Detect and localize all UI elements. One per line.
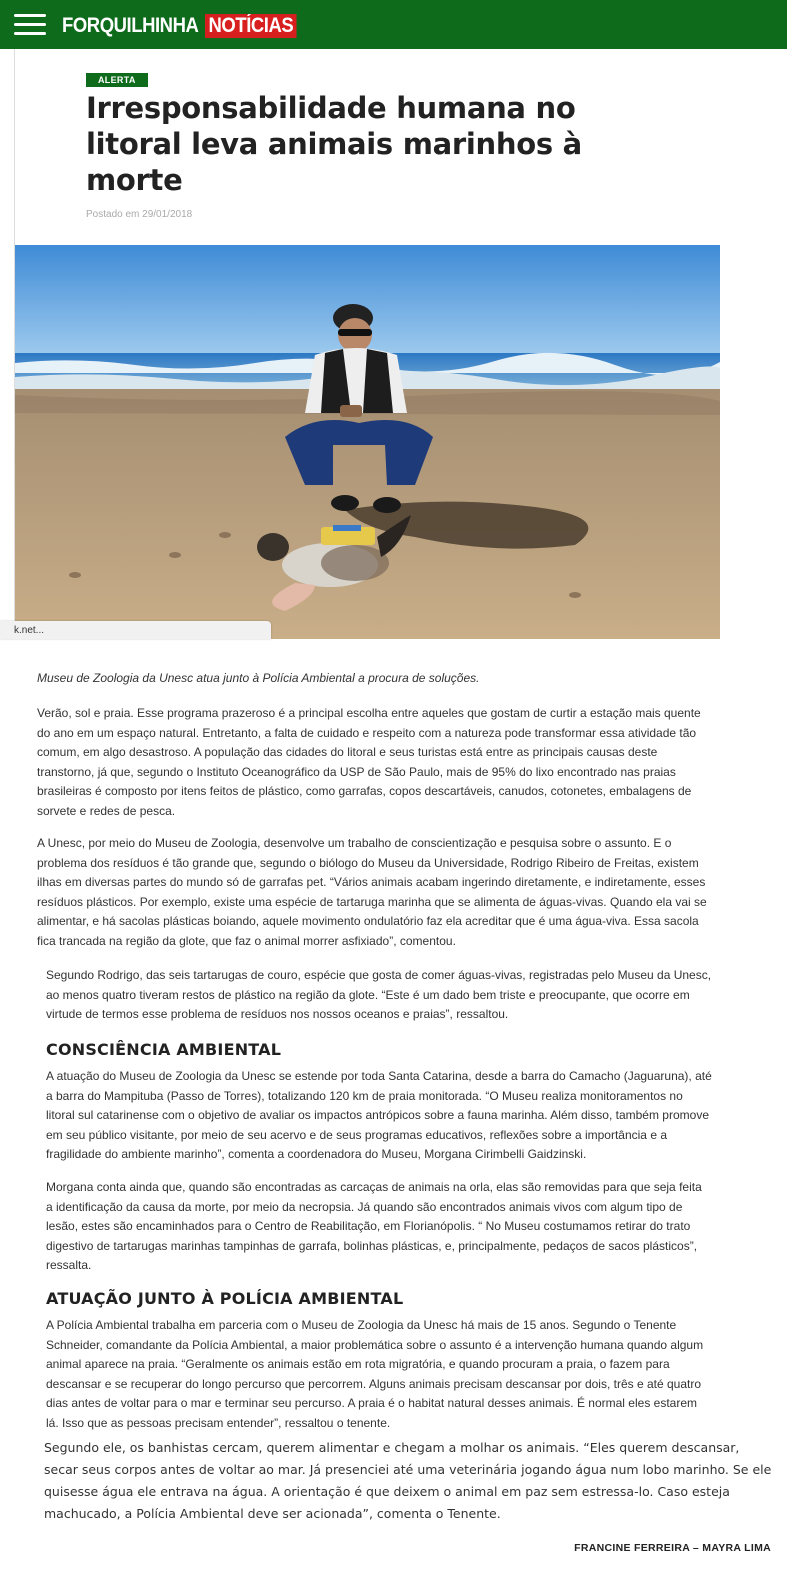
article-paragraph: Segundo ele, os banhistas cercam, querem alimentar e chegam a molhar os animais. “Eles querem descansar, secar seus corpos antes de voltar ao mar. Já presenciei até uma veterinária jogando água num lobo marinho. Se ele quisesse água ele entrava na água. A orientação é que deixem o animal em paz sem estressa-lo. Caso esteja machucado, a Polícia Ambiental deve ser acionada”, comenta o Tenente. [44, 1440, 772, 1521]
article-paragraph: Morgana conta ainda que, quando são encontradas as carcaças de animais na orla, elas são removidas para que seja feita a identificação da causa da morte, por meio da necropsia. Já quando são encontrados animais vivos com algum tipo de lesão, estes são encaminhados para o Centro de Reabilitação, em Florianópolis. “ No Museu costumamos retirar do trato digestivo de tartarugas marinhas tampinhas de garrafa, bolinhas plásticas, e, principalmente, pedaços de sacos plásticos”, ressalta. [46, 1180, 702, 1272]
article-paragraph: Verão, sol e praia. Esse programa prazeroso é a principal escolha entre aqueles que gostam de curtir a estação mais quente do ano em um espaço natural. Entretanto, a falta de cuidado e respeito com a natureza pode transformar essa atividade tão comum, em algo desastroso. A população das cidades do litoral e seus turistas está entre as principais causas deste transtorno, já que, segundo o Instituto Oceanográfico da USP de São Paulo, mais de 95% do lixo encontrado nas praias brasileiras é composto por itens feitos de plástico, como garrafas, copos descartáveis, canudos, cotonetes, embalagens de sorvete e redes de pesca. [37, 706, 701, 818]
article-paragraph: A Polícia Ambiental trabalha em parceria com o Museu de Zoologia da Unesc há mais de 15 anos. Segundo o Tenente Schneider, comandante da Polícia Ambiental, a maior problemática sobre o assunto é a intervenção humana quando algum animal aparece na praia. “Geralmente os animais estão em rota migratória, e quando procuram a praia, o fazem para descansar e se recuperar do longo percurso que percorrem. Alguns animais precisam descansar por dois, três e até quatro dias antes de voltar para o mar e terminar seu percurso. A praia é o habitat natural desses animais. É normal eles estarem lá. Isso que as pessoas precisam entender”, ressaltou o tenente. [46, 1318, 704, 1430]
article-paragraph: A atuação do Museu de Zoologia da Unesc se estende por toda Santa Catarina, desde a barra do Camacho (Jaguaruna), até a barra do Mampituba (Passo de Torres), totalizando 120 km de praia monitorada. “O Museu realiza monitoramentos no litoral sul catarinense com o objetivo de avaliar os impactos antrópicos sobre a fauna marinha. Além disso, também promove em seu público visitante, por meio de seu acervo e de seus programas educativos, reflexões sobre a importância e a fragilidade do ambiente marinho”, comenta a coordenadora do Museu, Morgana Cirimbelli Gaidzinski. [46, 1069, 712, 1161]
category-badge[interactable]: ALERTA [86, 73, 148, 87]
top-navigation-bar [0, 0, 787, 49]
article-byline: FRANCINE FERREIRA – MAYRA LIMA [574, 1542, 771, 1554]
post-date: Postado em 29/01/2018 [86, 209, 193, 220]
section-heading-consciencia: CONSCIÊNCIA AMBIENTAL [46, 1040, 282, 1059]
article-title: Irresponsabilidade humana no litoral leva animais marinhos à morte [86, 91, 582, 197]
beach-photo-illustration [15, 245, 720, 639]
image-caption: Museu de Zoologia da Unesc atua junto à Polícia Ambiental a procura de soluções. [37, 671, 480, 685]
image-source-overlay: k.net... [0, 621, 271, 639]
hamburger-menu-icon[interactable] [14, 14, 46, 36]
logo-text-noticias: NOTÍCIAS [205, 14, 297, 38]
logo-text-forquilhinha: FORQUILHINHA [62, 14, 199, 37]
article-paragraph: A Unesc, por meio do Museu de Zoologia, desenvolve um trabalho de conscientização e pesquisa sobre o assunto. E o problema dos resíduos é tão grande que, segundo o biólogo do Museu da Universidade, Rodrigo Ribeiro de Freitas, existem ilhas em diversas partes do mundo só de garrafas pet. “Vários animais acabam ingerindo diretamente, e indiretamente, esses resíduos plásticos. Por exemplo, existe uma espécie de tartaruga marinha que se alimenta de águas-vivas. Quando ela vai se alimentar, e há sacolas plásticas boiando, aquele movimento ondulatório faz ela acreditar que é uma água-viva. Essa sacola fica trancada na região da glote, que faz o animal morrer asfixiado”, comentou. [37, 836, 707, 948]
site-logo[interactable] [62, 13, 309, 39]
section-heading-policia: ATUAÇÃO JUNTO À POLÍCIA AMBIENTAL [46, 1289, 404, 1308]
article-paragraph: Segundo Rodrigo, das seis tartarugas de couro, espécie que gosta de comer águas-vivas, registradas pelo Museu da Unesc, ao menos quatro tiveram restos de plástico na região da glote. “Este é um dado bem triste e preocupante, que ocorre em virtude de termos esse problema de resíduos nos nossos oceanos e praias”, ressaltou. [46, 968, 712, 1021]
article-hero-image [15, 245, 720, 639]
